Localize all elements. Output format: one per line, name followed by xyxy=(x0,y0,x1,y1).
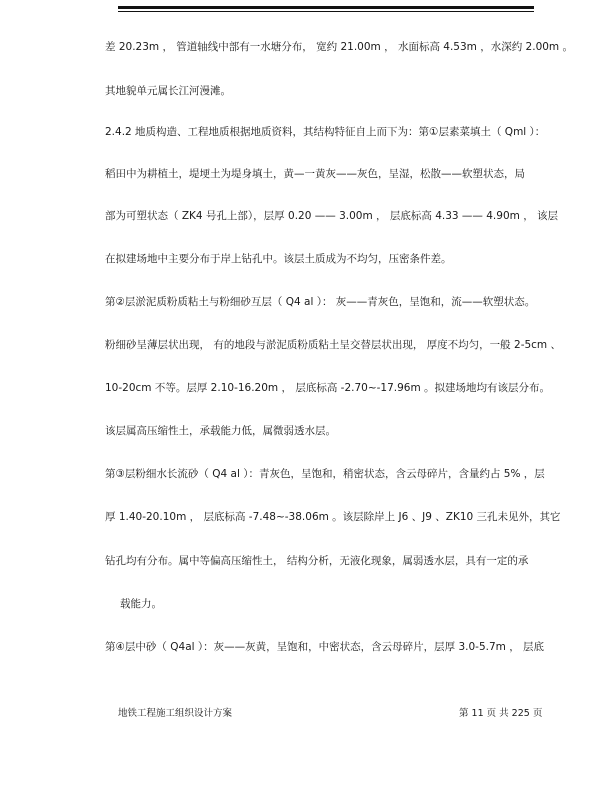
footer-title: 地铁工程施工组织设计方案 xyxy=(118,708,233,719)
header-rule-thick xyxy=(118,6,534,9)
body-line-1: 差 20.23m ， 管道轴线中部有一水塘分布， 宽约 21.00m ， 水面标高 4.53m ，水深约 2.00m 。 xyxy=(105,41,574,53)
body-line-8: 粉细砂呈薄层状出现， 有的地段与淤泥质粉质粘土呈交替层状出现， 厚度不均匀，一般 2-5cm 、 xyxy=(105,339,561,351)
body-line-10: 该层属高压缩性土，承载能力低，属微弱透水层。 xyxy=(105,425,336,437)
body-line-14: 载能力。 xyxy=(120,598,162,610)
header-rule-thin xyxy=(118,11,534,12)
body-line-2: 其地貌单元属长江河漫滩。 xyxy=(105,85,231,97)
body-line-4: 稻田中为耕植土，堤埂土为堤身填土，黄—一黄灰——灰色，呈湿，松散——软塑状态，局 xyxy=(105,168,525,180)
body-line-9: 10-20cm 不等。层厚 2.10-16.20m ， 层底标高 -2.70~-17.96m 。拟建场地均有该层分布。 xyxy=(105,382,551,394)
footer-page-number: 第 11 页 共 225 页 xyxy=(459,708,543,719)
body-line-15: 第④层中砂（ Q4al ）：灰——灰黄，呈饱和，中密状态，含云母碎片，层厚 3.0-5.7m ， 层底 xyxy=(105,641,545,653)
body-line-7: 第②层淤泥质粉质粘土与粉细砂互层（ Q4 al ）： 灰——青灰色，呈饱和，流——软塑状态。 xyxy=(105,296,536,308)
body-line-6: 在拟建场地中主要分布于岸上钻孔中。该层土质成为不均匀，压密条件差。 xyxy=(105,253,452,265)
body-line-5: 部为可塑状态（ ZK4 号孔上部），层厚 0.20 —— 3.00m ， 层底标高 4.33 —— 4.90m ， 该层 xyxy=(105,210,559,222)
body-line-13: 钻孔均有分布。属中等偏高压缩性土， 结构分析，无液化现象，属弱透水层，具有一定的承 xyxy=(105,555,529,567)
body-line-11: 第③层粉细水长流砂（ Q4 al ）：青灰色，呈饱和，稍密状态，含云母碎片，含量约占 5% ，层 xyxy=(105,468,545,480)
body-line-12: 厚 1.40-20.10m ， 层底标高 -7.48~-38.06m 。该层除岸上 J6 、J9 、ZK10 三孔未见外，其它 xyxy=(105,511,561,523)
body-line-3: 2.4.2 地质构造、工程地质根据地质资料，其结构特征自上而下为：第①层素菜填土（ Qml ）： xyxy=(105,126,546,138)
